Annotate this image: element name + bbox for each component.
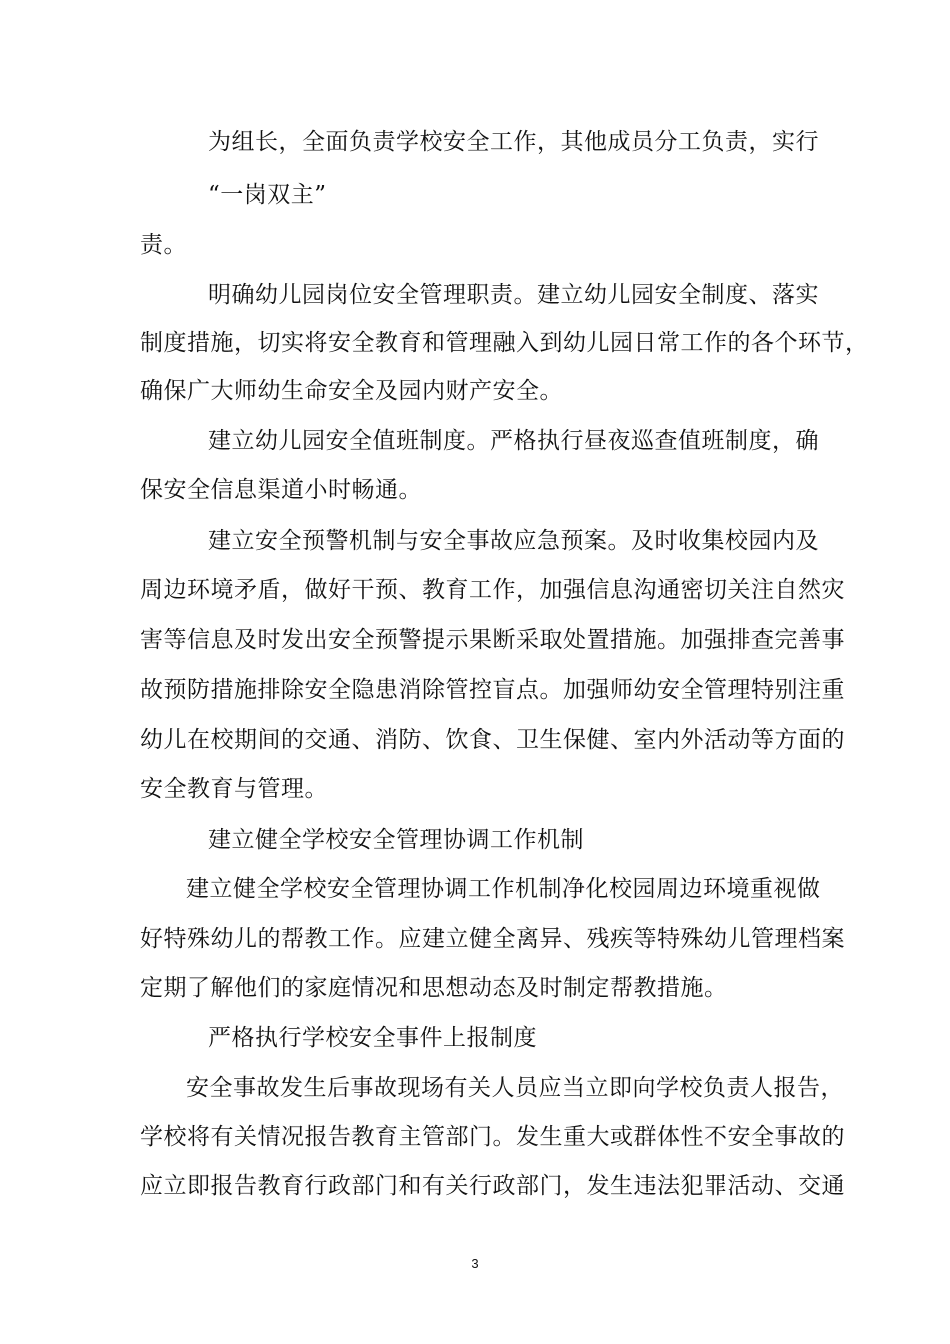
text-line: 定期了解他们的家庭情况和思想动态及时制定帮教措施。 xyxy=(140,975,728,1001)
text-line: 害等信息及时发出安全预警提示果断采取处置措施。加强排查完善事 xyxy=(140,627,845,653)
text-line: 责。 xyxy=(140,232,187,258)
text-line: 保安全信息渠道小时畅通。 xyxy=(140,477,422,503)
text-line: 周边环境矛盾，做好干预、教育工作，加强信息沟通密切关注自然灾 xyxy=(140,577,845,603)
text-line: 故预防措施排除安全隐患消除管控盲点。加强师幼安全管理特别注重 xyxy=(140,677,845,703)
text-line: 应立即报告教育行政部门和有关行政部门，发生违法犯罪活动、交通 xyxy=(140,1173,845,1199)
text-line: “一岗双主” xyxy=(208,182,327,208)
text-line: 明确幼儿园岗位安全管理职责。建立幼儿园安全制度、落实 xyxy=(208,282,819,308)
text-line: 制度措施，切实将安全教育和管理融入到幼儿园日常工作的各个环节， xyxy=(140,330,869,356)
text-line: 建立幼儿园安全值班制度。严格执行昼夜巡查值班制度，确 xyxy=(208,428,819,454)
text-line: 建立健全学校安全管理协调工作机制净化校园周边环境重视做 xyxy=(186,876,821,902)
text-line: 为组长，全面负责学校安全工作，其他成员分工负责，实行 xyxy=(208,129,819,155)
text-line: 幼儿在校期间的交通、消防、饮食、卫生保健、室内外活动等方面的 xyxy=(140,727,845,753)
text-line: 安全教育与管理。 xyxy=(140,776,328,802)
text-line: 学校将有关情况报告教育主管部门。发生重大或群体性不安全事故的 xyxy=(140,1124,845,1150)
text-line: 建立安全预警机制与安全事故应急预案。及时收集校园内及 xyxy=(208,528,819,554)
text-line: 安全事故发生后事故现场有关人员应当立即向学校负责人报告， xyxy=(186,1075,844,1101)
text-line: 确保广大师幼生命安全及园内财产安全。 xyxy=(140,378,563,404)
section-heading: 建立健全学校安全管理协调工作机制 xyxy=(208,827,584,853)
section-heading: 严格执行学校安全事件上报制度 xyxy=(208,1025,537,1051)
page-number: 3 xyxy=(471,1256,479,1271)
text-line: 好特殊幼儿的帮教工作。应建立健全离异、残疾等特殊幼儿管理档案 xyxy=(140,926,845,952)
